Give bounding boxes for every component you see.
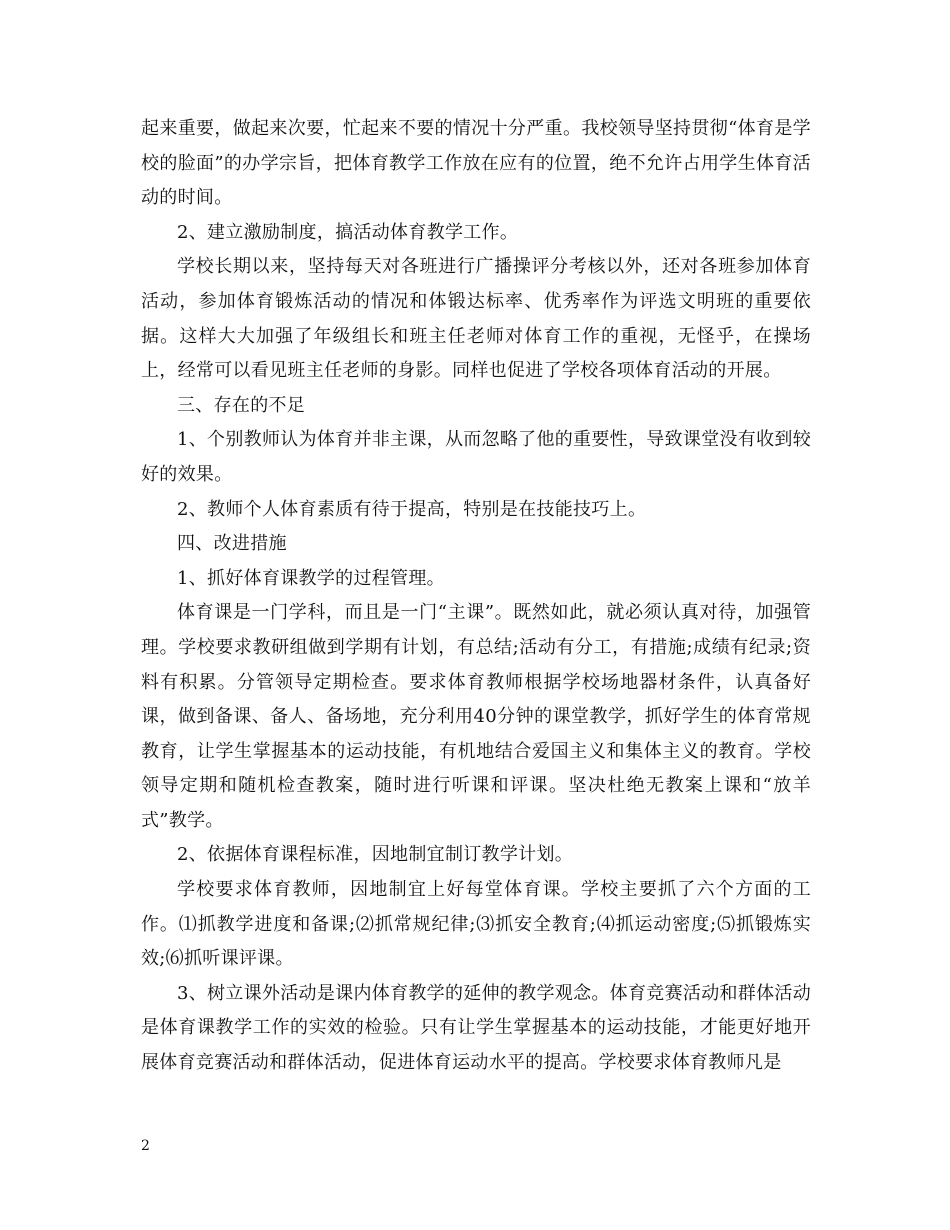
paragraph: 学校长期以来，坚持每天对各班进行广播操评分考核以外，还对各班参加体育活动，参加体育锻炼活动的情况和体锻达标率、优秀率作为评选文明班的重要依据。这样大大加强了年级组长和班主任老师对体育工作的重视，无怪乎，在操场上，经常可以看见班主任老师的身影。同样也促进了学校各项体育活动的开展。 (141, 256, 811, 382)
paragraph: 体育课是一门学科，而且是一门“主课”。既然如此，就必须认真对待，加强管理。学校要求教研组做到学期有计划，有总结;活动有分工，有措施;成绩有纪录;资料有积累。分管领导定期检查。要求体育教师根据学校场地器材条件，认真备好课，做到备课、备人、备场地，充分利用40分钟的课堂教学，抓好学生的体育常规教育，让学生掌握基本的运动技能，有机地结合爱国主义和集体主义的教育。学校领导定期和随机检查教案，随时进行听课和评课。坚决杜绝无教案上课和“放羊式”教学。 (141, 602, 811, 831)
paragraph: 起来重要，做起来次要，忙起来不要的情况十分严重。我校领导坚持贯彻“体育是学校的脸面”的办学宗旨，把体育教学工作放在应有的位置，绝不允许占用学生体育活动的时间。 (141, 118, 811, 209)
paragraph: 2、教师个人体育素质有待于提高，特别是在技能技巧上。 (177, 498, 647, 520)
paragraph: 学校要求体育教师，因地制宜上好每堂体育课。学校主要抓了六个方面的工作。⑴抓教学进度和备课;⑵抓常规纪律;⑶抓安全教育;⑷抓运动密度;⑸抓锻炼实效;⑹抓听课评课。 (141, 879, 811, 970)
paragraph: 2、建立激励制度，搞活动体育教学工作。 (177, 221, 519, 243)
body-text (141, 112, 811, 1081)
paragraph: 1、抓好体育课教学的过程管理。 (177, 567, 445, 589)
page-number: 2 (141, 1138, 150, 1154)
paragraph: 1、个别教师认为体育并非主课，从而忽略了他的重要性，导致课堂没有收到较好的效果。 (141, 429, 811, 485)
paragraph: 3、树立课外活动是课内体育教学的延伸的教学观念。体育竞赛活动和群体活动是体育课教学工作的实效的检验。只有让学生掌握基本的运动技能，才能更好地开展体育竞赛活动和群体活动，促进体育运动水平的提高。学校要求体育教师凡是 (141, 982, 811, 1074)
section-heading: 四、改进措施 (177, 533, 287, 555)
paragraph: 2、依据体育课程标准，因地制宜制订教学计划。 (177, 844, 574, 866)
section-heading: 三、存在的不足 (177, 394, 306, 416)
